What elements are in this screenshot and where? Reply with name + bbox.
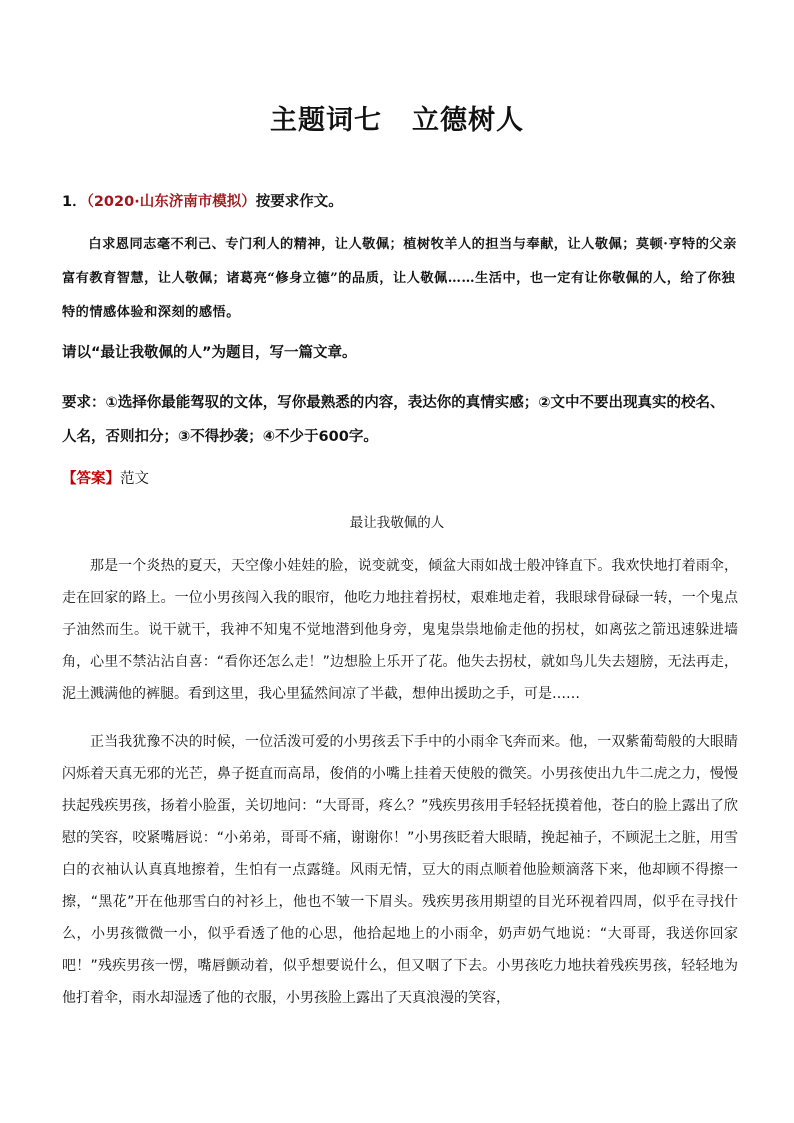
answer-tag: 【答案】 bbox=[62, 471, 120, 487]
question-number: 1． bbox=[62, 194, 87, 210]
answer-label: 范文 bbox=[120, 471, 149, 487]
question-source: （2020·山东济南市模拟） bbox=[86, 194, 256, 210]
page-title bbox=[0, 98, 794, 137]
question-header bbox=[62, 190, 343, 211]
question-instruction: 按要求作文。 bbox=[255, 194, 343, 210]
title-part-1: 主题词七 bbox=[270, 105, 382, 136]
essay-paragraph: 那是一个炎热的夏天，天空像小娃娃的脸，说变就变，倾盆大雨如战士般冲锋直下。我欢快地打着雨伞，走在回家的路上。一位小男孩闯入我的眼帘，他吃力地拄着拐杖，艰难地走着，我眼球骨碌碌一转，一个鬼点子油然而生。说干就干，我神不知鬼不觉地潜到他身旁，鬼鬼祟祟地偷走他的拐杖，如离弦之箭迅速躲进墙角，心里不禁沾沾自喜：“看你还怎么走！”边想脸上乐开了花。他失去拐杖，就如鸟儿失去翅膀，无法再走，泥土溅满他的裤腿。看到这里，我心里猛然间凉了半截，想伸出援助之手，可是…… bbox=[62, 558, 738, 702]
title-part-2: 立德树人 bbox=[412, 105, 524, 136]
essay-paragraph: 正当我犹豫不决的时候，一位活泼可爱的小男孩丢下手中的小雨伞飞奔而来。他，一双紫葡萄般的大眼睛闪烁着天真无邪的光芒，鼻子挺直而高昂，俊俏的小嘴上挂着天使般的微笑。小男孩使出九牛二虎之力，慢慢扶起残疾男孩，扬着小脸蛋，关切地问：“大哥哥，疼么？”残疾男孩用手轻轻抚摸着他，苍白的脸上露出了欣慰的笑容，咬紧嘴唇说：“小弟弟，哥哥不痛，谢谢你！”小男孩眨着大眼睛，挽起袖子，不顾泥土之脏，用雪白的衣袖认认真真地擦着，生怕有一点露缝。风雨无情，豆大的雨点顺着他脸颊滴落下来，他却顾不得擦一擦，“黑花”开在他那雪白的衬衫上，他也不皱一下眉头。残疾男孩用期望的目光环视着四周，似乎在寻找什么，小男孩微微一小，似乎看透了他的心思，他拾起地上的小雨伞，奶声奶气地说：“大哥哥，我送你回家吧！”残疾男孩一愣，嘴唇颤动着，似乎想要说什么，但又咽了下去。小男孩吃力地扶着残疾男孩，轻轻地为他打着伞，雨水却湿透了他的衣服，小男孩脸上露出了天真浪漫的笑容， bbox=[62, 734, 738, 1006]
answer-header bbox=[62, 467, 149, 488]
question-requirements: 要求：①选择你最能驾驭的文体，写你最熟悉的内容，表达你的真情实感；②文中不要出现真实的校名、人名，否则扣分；③不得抄袭；④不少于600字。 bbox=[62, 395, 725, 445]
essay-title: 最让我敬佩的人 bbox=[349, 515, 445, 531]
question-prompt: 请以“最让我敬佩的人”为题目，写一篇文章。 bbox=[62, 345, 357, 361]
question-material: 白求恩同志毫不利己、专门利人的精神，让人敬佩；植树牧羊人的担当与奉献，让人敬佩；莫顿·亨特的父亲富有教育智慧，让人敬佩；诸葛亮“修身立德”的品质，让人敬佩……生活中，也一定有让你敬佩的人，给了你独特的情感体验和深刻的感悟。 bbox=[62, 237, 737, 320]
